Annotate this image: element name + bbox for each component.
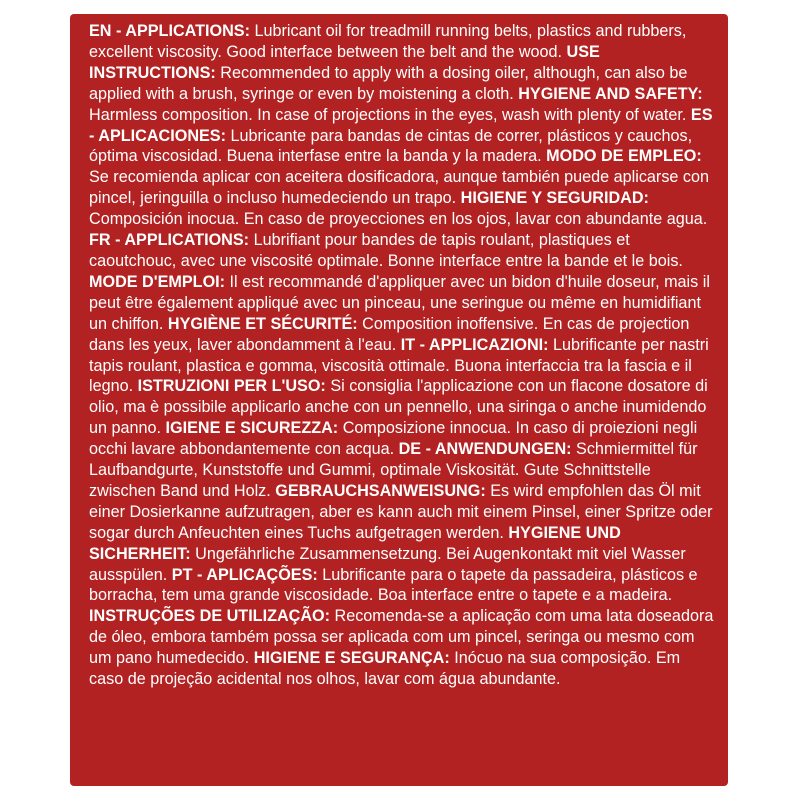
section-text: Es wird empfohlen das Öl mit einer Dosierkanne aufzutragen, aber es kann auch mit einem Pinsel, einer Spritze oder sogar durch Anfeuchten eines Tuchs aufgetragen werden.	[89, 481, 713, 542]
section-text: Composition inoffensive. En cas de projection dans les yeux, laver abondamment à l'eau.	[89, 314, 690, 354]
section-text: Lubrificante para o tapete da passadeira, plásticos e borracha, tem uma grande viscosidade. Boa interface entre o tapete e a madeira.	[89, 565, 698, 605]
section-heading: IT - APPLICAZIONI:	[400, 335, 549, 354]
section-heading: IGIENE E SICUREZZA:	[165, 419, 339, 438]
section-text: Schmiermittel für Laufbandgurte, Kunststoffe und Gummi, optimale Viskosität. Gute Schnittstelle zwischen Band und Holz.	[89, 440, 698, 500]
section-text: Recommended to apply with a dosing oiler, although, can also be applied with a brush, syringe or even by moistening a cloth.	[89, 63, 688, 103]
section-text: Lubricante para bandas de cintas de correr, plásticos y cauchos, óptima viscosidad. Buena interfase entre la banda y la madera.	[89, 126, 693, 166]
section-text: Lubricant oil for treadmill running belts, plastics and rubbers, excellent viscosity. Good interface between the belt and the wood.	[89, 22, 687, 61]
section-heading: USE INSTRUCTIONS:	[89, 42, 600, 82]
section-heading: DE - ANWENDUNGEN:	[398, 440, 572, 459]
section-heading: INSTRUÇÕES DE UTILIZAÇÃO:	[89, 607, 331, 626]
label-body-text	[89, 21, 716, 690]
section-text: Recomenda-se a aplicação com uma lata doseadora de óleo, embora também possa ser aplicada com um pincel, seringa ou mesmo com um pano humedecido.	[89, 607, 714, 668]
section-heading: EN - APPLICATIONS:	[89, 22, 250, 40]
product-label-panel	[70, 14, 728, 786]
section-heading: HYGIÈNE ET SÉCURITÉ:	[167, 314, 358, 333]
section-heading: PT - APLICAÇÕES:	[171, 565, 318, 584]
section-heading: MODO DE EMPLEO:	[546, 147, 702, 166]
section-heading: HIGIENE Y SEGURIDAD:	[460, 189, 649, 208]
section-heading: MODE D'EMPLOI:	[89, 272, 226, 291]
section-heading: HYGIENE AND SAFETY:	[518, 84, 703, 103]
section-text: Harmless composition. In case of projections in the eyes, wash with plenty of water.	[89, 105, 691, 124]
section-text: Composizione innocua. In caso di proiezioni negli occhi lavare abbondantemente con acqua.	[89, 419, 698, 459]
section-heading: ISTRUZIONI PER L'USO:	[137, 377, 326, 396]
section-heading: GEBRAUCHSANWEISUNG:	[275, 481, 486, 500]
section-text: Si consiglia l'applicazione con un flacone dosatore di olio, ma è possibile applicarlo anche con un pennello, una siringa o anche inumidendo un panno.	[89, 377, 708, 438]
section-heading: FR - APPLICATIONS:	[89, 231, 250, 250]
section-heading: ES - APLICACIONES:	[89, 105, 713, 145]
section-heading: HIGIENE E SEGURANÇA:	[253, 649, 450, 668]
section-text: Lubrifiant pour bandes de tapis roulant, plastiques et caoutchouc, avec une viscosité optimale. Bonne interface entre la bande et le bois.	[89, 231, 683, 270]
section-text: Ungefährliche Zusammensetzung. Bei Augenkontakt mit viel Wasser ausspülen.	[89, 544, 686, 584]
section-text: Se recomienda aplicar con aceitera dosificadora, aunque también puede aplicarse con pincel, jeringuilla o incluso humedeciendo un trapo.	[89, 168, 710, 208]
section-heading: HYGIENE UND SICHERHEIT:	[89, 523, 621, 563]
section-text: Inócuo na sua composição. Em caso de projeção acidental nos olhos, lavar com água abundante.	[89, 649, 681, 689]
section-text: Composición inocua. En caso de proyecciones en los ojos, lavar con abundante agua.	[89, 210, 708, 229]
section-text: Lubrificante per nastri tapis roulant, plastica e gomma, viscosità ottimale. Buona interfaccia tra la fascia e il legno.	[89, 335, 709, 396]
section-text: Il est recommandé d'appliquer avec un bidon d'huile doseur, mais il peut être également appliqué avec un pinceau, une seringue ou même en humidifiant un chiffon.	[89, 272, 710, 333]
